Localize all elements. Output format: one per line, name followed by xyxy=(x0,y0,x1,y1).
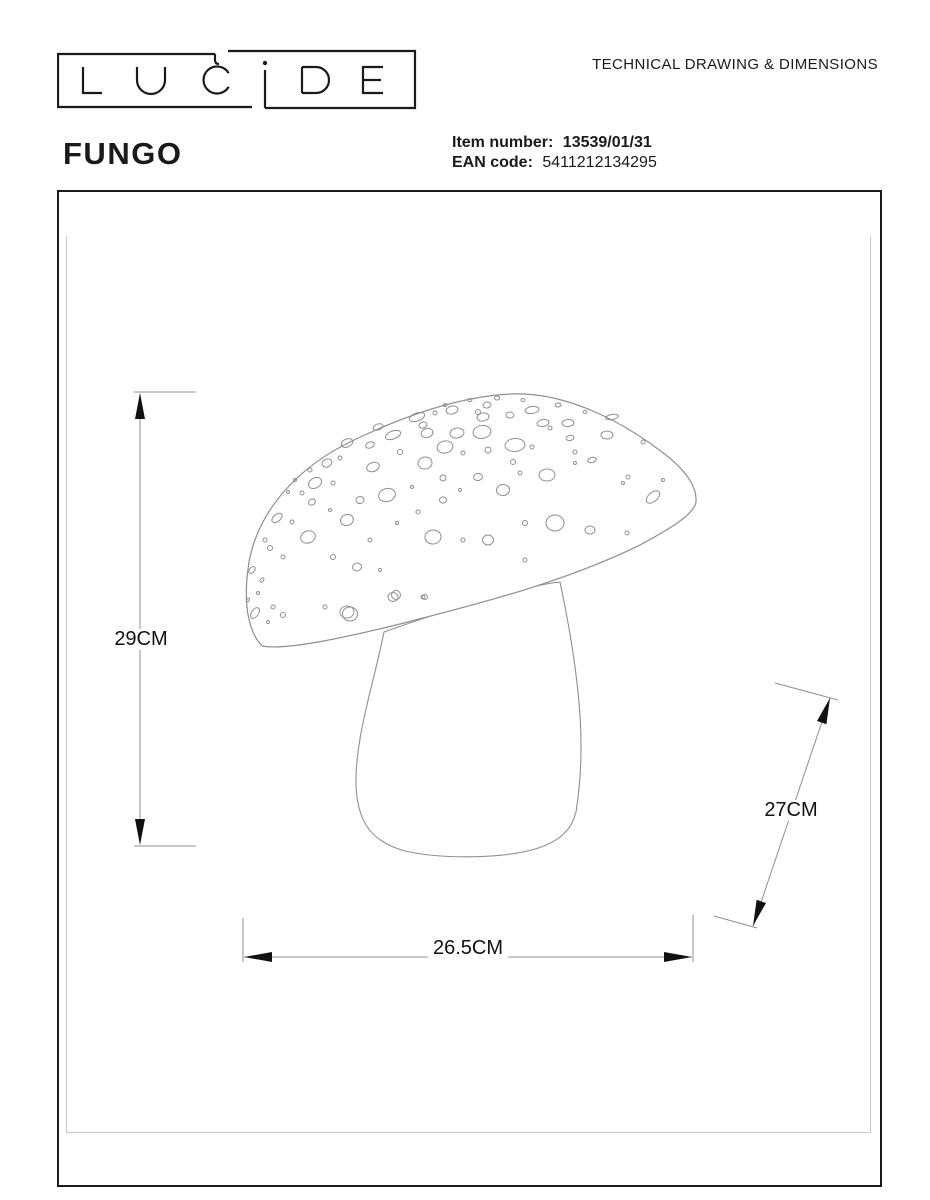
dimension-height xyxy=(134,392,196,846)
dimension-label-height: 29CM xyxy=(109,629,173,650)
item-number-value: 13539/01/31 xyxy=(562,134,652,151)
dimension-label-diagonal: 27CM xyxy=(760,800,822,821)
item-number-label: Item number: xyxy=(452,134,554,151)
dimension-label-width: 26.5CM xyxy=(428,938,508,959)
ean-code-label: EAN code: xyxy=(452,154,533,171)
ean-code-value: 5411212134295 xyxy=(542,154,657,171)
product-name: FUNGO xyxy=(63,136,183,171)
document-title: TECHNICAL DRAWING & DIMENSIONS xyxy=(592,56,878,73)
